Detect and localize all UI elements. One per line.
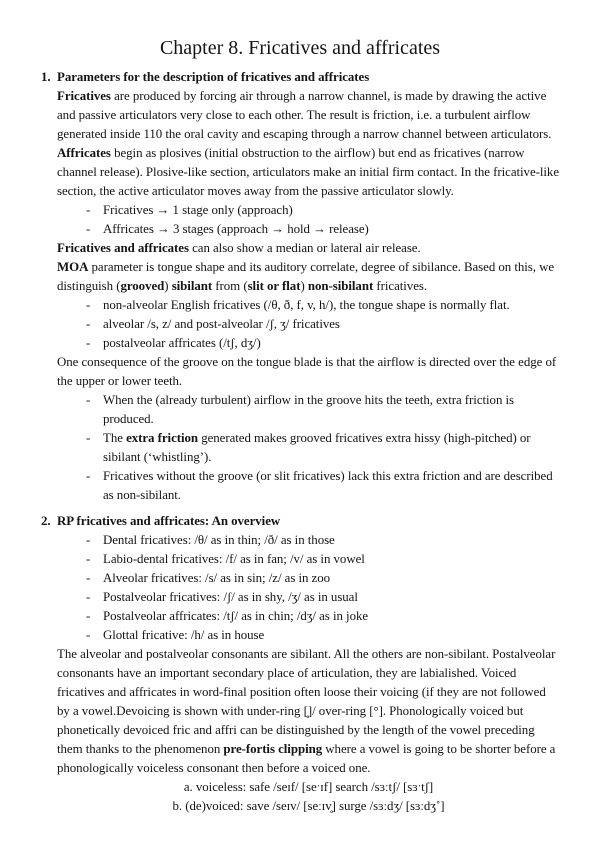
bullet-item [57,531,560,550]
bold-text-run: RP fricatives and affricates: An overview [57,514,281,528]
text-run: postalveolar affricates (/tʃ, dʒ/) [103,336,261,350]
bullet-marker: - [86,552,91,566]
text-run: Fricatives → 1 stage only (approach) [103,203,293,217]
bold-text-run: non-sibilant [307,279,374,293]
text-run: ) [300,279,308,293]
bullet-item [57,201,560,220]
bullet-marker: - [86,336,91,350]
text-run: where a vowel is going to be shorter before a phonologically voiceless consonant then before a voiced one. [57,742,556,775]
bullet-item [57,296,560,315]
bullet-item [57,391,560,429]
paragraph [57,239,560,258]
text-run: begin as plosives (initial obstruction to the airflow) but end as fricatives (narrow channel release). Plosive-like section, articulators make an initial firm contact. In the fricative-like section, the active articulator moves away from the passive articulator slowly. [57,146,559,198]
bullet-marker: - [86,571,91,585]
bold-text-run: Parameters for the description of fricatives and affricates [57,70,370,84]
bold-text-run: sibilant [171,279,213,293]
text-run: Affricates → 3 stages (approach → hold → release) [103,222,369,236]
bullet-marker: - [86,393,91,407]
bullet-marker: - [86,298,91,312]
bold-text-run: slit or flat [247,279,301,293]
bullet-marker: - [86,203,91,217]
bullet-item [57,569,560,588]
bullet-item [57,429,560,467]
bullet-marker: - [86,431,91,445]
bullet-marker: - [86,609,91,623]
text-run: Postalveolar fricatives: /ʃ/ as in shy, /ʒ/ as in usual [103,590,358,604]
bold-text-run: Fricatives and affricates [57,241,189,255]
text-run: The alveolar and postalveolar consonants are sibilant. All the others are non-sibilant. Postalveolar consonants have an important secondary place of articulation, they are labialished. Voiced fricatives and affricates in word-final position often loose their voicing (if they are not followed by a vowel.Devoicing is shown with under-ring [̥]/ over-ring [°]. Phonologically voiced but phonetically devoiced fric and affri can be distinguished by the length of the vowel preceding them thanks to the phenomenon [57,647,556,756]
text-run: The [103,431,127,445]
text-run: from ( [212,279,248,293]
paragraph [57,645,560,778]
text-run: parameter is tongue shape and its auditory correlate, degree of sibilance. Based on this, we distinguish ( [57,260,555,293]
text-run: When the (already turbulent) airflow in the groove hits the teeth, extra friction is produced. [103,393,515,426]
paragraph [57,87,560,144]
bullet-item [57,588,560,607]
text-run: a. voiceless: safe /seɪf/ [seˑɪf] search /sɜːtʃ/ [sɜˑtʃ] [183,780,434,794]
text-run: generated makes grooved fricatives extra hissy (high-pitched) or sibilant (‘whistling’). [103,431,531,464]
bullet-item [57,334,560,353]
bullet-item [57,550,560,569]
text-run: b. (de)voiced: save /seɪv/ [seːɪv̥] surge /sɜːdʒ/ [sɜːdʒ˚] [172,799,445,813]
section-heading [41,68,560,87]
example-line [57,797,560,816]
text-run: can also show a median or lateral air release. [188,241,421,255]
bullet-item [57,467,560,505]
bullet-marker: - [86,628,91,642]
text-run: One consequence of the groove on the tongue blade is that the airflow is directed over the edge of the upper or lower teeth. [57,355,557,388]
bullet-item [57,607,560,626]
bullet-marker: - [86,222,91,236]
example-line [57,778,560,797]
text-run: alveolar /s, z/ and post-alveolar /ʃ, ʒ/ fricatives [103,317,340,331]
text-run: are produced by forcing air through a narrow channel, is made by drawing the active and passive articulators very close to each other. The result is friction, i.e. a turbulent airflow generated inside 110 the oral cavity and escaping through a narrow channel between articulators. [57,89,552,141]
bullet-item [57,626,560,645]
bullet-marker: - [86,533,91,547]
bold-text-run: Affricates [57,146,111,160]
section-heading [41,512,560,531]
bullet-marker: - [86,469,91,483]
paragraph [57,258,560,296]
document-body [41,68,560,816]
paragraph [57,353,560,391]
heading-number: 1. [41,70,51,84]
bold-text-run: extra friction [126,431,199,445]
bold-text-run: MOA [57,260,89,274]
text-run: fricatives. [373,279,428,293]
text-run: Postalveolar affricates: /tʃ/ as in chin; /dʒ/ as in joke [103,609,369,623]
text-run: Dental fricatives: /θ/ as in thin; /ð/ as in those [103,533,335,547]
text-run: Labio-dental fricatives: /f/ as in fan; /v/ as in vowel [103,552,365,566]
text-run: non-alveolar English fricatives (/θ, ð, f, v, h/), the tongue shape is normally flat. [103,298,510,312]
bold-text-run: pre-fortis clipping [223,742,323,756]
heading-number: 2. [41,514,51,528]
bullet-marker: - [86,317,91,331]
text-run: Glottal fricative: /h/ as in house [103,628,265,642]
bullet-marker: - [86,590,91,604]
text-run: Alveolar fricatives: /s/ as in sin; /z/ as in zoo [103,571,331,585]
bullet-item [57,220,560,239]
text-run: Fricatives without the groove (or slit fricatives) lack this extra friction and are described as non-sibilant. [103,469,553,502]
bold-text-run: grooved [120,279,165,293]
text-run: ) [164,279,172,293]
paragraph [57,144,560,201]
bold-text-run: Fricatives [57,89,111,103]
bullet-item [57,315,560,334]
page-title: Chapter 8. Fricatives and affricates [159,37,441,59]
